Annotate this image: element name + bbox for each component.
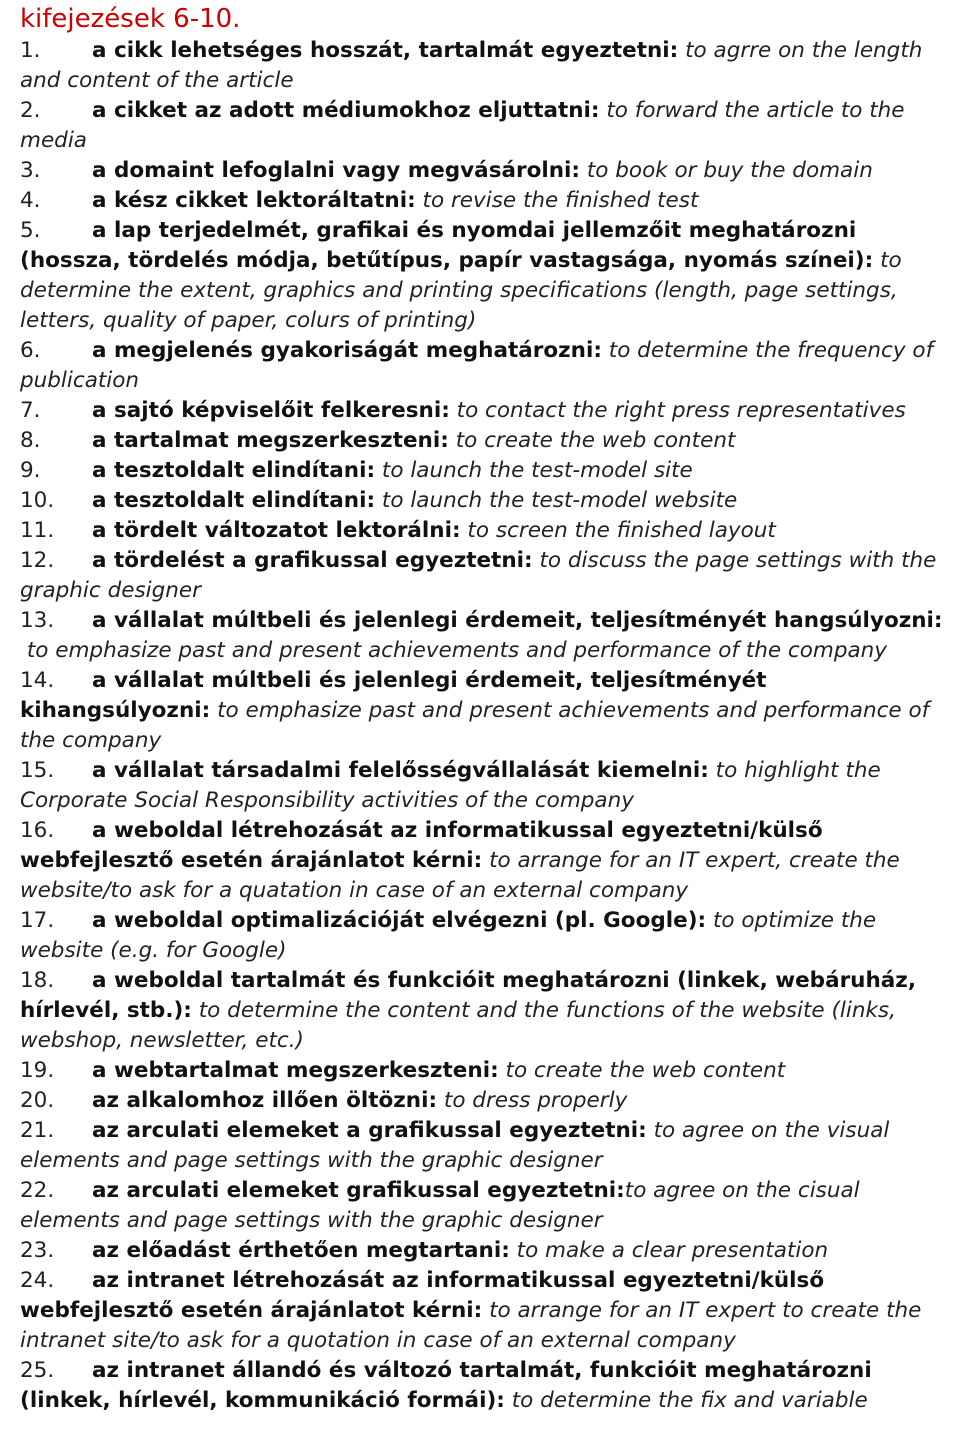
english-translation: to agree on the cisual elements and page settings with the graphic designer — [20, 1178, 860, 1233]
item-number: 6. — [20, 338, 41, 363]
list-item — [0, 666, 960, 756]
english-translation: to forward the article to the media — [20, 98, 905, 153]
item-number: 16. — [20, 818, 55, 843]
english-translation: to determine the content and the functions of the website (links, webshop, newsletter, etc.) — [20, 998, 896, 1053]
hungarian-expression: a weboldal létrehozását az informatikussal egyeztetni/külső webfejlesztő esetén árajánlatot kérni: — [20, 818, 823, 873]
list-item — [0, 606, 960, 666]
list-item — [0, 36, 960, 96]
item-number: 5. — [20, 218, 41, 243]
item-number: 14. — [20, 668, 55, 693]
english-translation: to contact the right press representatives — [456, 398, 906, 423]
english-translation: to screen the finished layout — [467, 518, 776, 543]
english-translation: to determine the fix and variable — [511, 1388, 868, 1413]
hungarian-expression: a vállalat társadalmi felelősségvállalását kiemelni: — [92, 758, 709, 783]
hungarian-expression: az alkalomhoz illően öltözni: — [92, 1088, 438, 1113]
item-number: 19. — [20, 1058, 55, 1083]
english-translation: to dress properly — [443, 1088, 628, 1113]
item-number: 22. — [20, 1178, 55, 1203]
hungarian-expression: a domaint lefoglalni vagy megvásárolni: — [92, 158, 581, 183]
english-translation: to create the web content — [505, 1058, 786, 1083]
english-translation: to arrange for an IT expert to create the intranet site/to ask for a quotation in case of an external company — [20, 1298, 922, 1353]
list-item — [0, 1176, 960, 1236]
english-translation: to discuss the page settings with the graphic designer — [20, 548, 937, 603]
item-number: 15. — [20, 758, 55, 783]
list-item — [0, 96, 960, 156]
expression-list — [0, 36, 960, 1416]
hungarian-expression: a megjelenés gyakoriságát meghatározni: — [92, 338, 602, 363]
hungarian-expression: a sajtó képviselőit felkeresni: — [92, 398, 450, 423]
hungarian-expression: az intranet állandó és változó tartalmát, funkcióit meghatározni (linkek, hírlevél, kommunikáció formái): — [20, 1358, 872, 1413]
item-number: 4. — [20, 188, 41, 213]
list-item — [0, 1236, 960, 1266]
hungarian-expression: a weboldal tartalmát és funkcióit meghatározni (linkek, webáruház, hírlevél, stb.): — [20, 968, 916, 1023]
hungarian-expression: az arculati elemeket grafikussal egyeztetni: — [92, 1178, 625, 1203]
hungarian-expression: a lap terjedelmét, grafikai és nyomdai jellemzőit meghatározni (hossza, tördelés módja, betűtípus, papír vastagsága, nyomás színei): — [20, 218, 874, 273]
english-translation: to make a clear presentation — [516, 1238, 829, 1263]
item-number: 8. — [20, 428, 41, 453]
item-number: 17. — [20, 908, 55, 933]
list-item — [0, 546, 960, 606]
english-translation: to agree on the visual elements and page settings with the graphic designer — [20, 1118, 890, 1173]
english-translation: to determine the extent, graphics and printing specifications (length, page settings, letters, quality of paper, colurs of printing) — [20, 248, 902, 333]
english-translation: to arrange for an IT expert, create the website/to ask for a quatation in case of an external company — [20, 848, 900, 903]
hungarian-expression: a vállalat múltbeli és jelenlegi érdemeit, teljesítményét kihangsúlyozni: — [20, 668, 767, 723]
list-item — [0, 1056, 960, 1086]
item-number: 2. — [20, 98, 41, 123]
item-number: 10. — [20, 488, 55, 513]
hungarian-expression: a cikket az adott médiumokhoz eljuttatni: — [92, 98, 600, 123]
list-item — [0, 396, 960, 426]
hungarian-expression: a tördelt változatot lektorálni: — [92, 518, 461, 543]
english-translation: to emphasize past and present achievements and performance of the company — [20, 698, 930, 753]
list-item — [0, 186, 960, 216]
english-translation: to book or buy the domain — [586, 158, 873, 183]
english-translation: to launch the test-model website — [381, 488, 738, 513]
hungarian-expression: az előadást érthetően megtartani: — [92, 1238, 510, 1263]
item-number: 9. — [20, 458, 41, 483]
list-item — [0, 1086, 960, 1116]
list-item — [0, 456, 960, 486]
hungarian-expression: a vállalat múltbeli és jelenlegi érdemeit, teljesítményét hangsúlyozni: — [92, 608, 943, 633]
hungarian-expression: az arculati elemeket a grafikussal egyeztetni: — [92, 1118, 647, 1143]
english-translation: to highlight the Corporate Social Responsibility activities of the company — [20, 758, 881, 813]
list-item — [0, 156, 960, 186]
item-number: 24. — [20, 1268, 55, 1293]
list-item — [0, 756, 960, 816]
hungarian-expression: a tesztoldalt elindítani: — [92, 488, 376, 513]
list-item — [0, 516, 960, 546]
hungarian-expression: a tartalmat megszerkeszteni: — [92, 428, 449, 453]
english-translation: to agrre on the length and content of the article — [20, 38, 923, 93]
item-number: 11. — [20, 518, 55, 543]
english-translation: to emphasize past and present achievements and performance of the company — [26, 638, 888, 663]
item-number: 3. — [20, 158, 41, 183]
hungarian-expression: a weboldal optimalizációját elvégezni (pl. Google): — [92, 908, 707, 933]
list-item — [0, 336, 960, 396]
hungarian-expression: a tördelést a grafikussal egyeztetni: — [92, 548, 533, 573]
list-item — [0, 1116, 960, 1176]
english-translation: to determine the frequency of publication — [20, 338, 934, 393]
list-item — [0, 426, 960, 456]
list-item — [0, 1266, 960, 1356]
hungarian-expression: a tesztoldalt elindítani: — [92, 458, 376, 483]
hungarian-expression: a cikk lehetséges hosszát, tartalmát egyeztetni: — [92, 38, 679, 63]
english-translation: to launch the test-model site — [381, 458, 693, 483]
item-number: 18. — [20, 968, 55, 993]
item-number: 1. — [20, 38, 41, 63]
list-item — [0, 966, 960, 1056]
english-translation: to optimize the website (e.g. for Google) — [20, 908, 877, 963]
list-item — [0, 1356, 960, 1416]
item-number: 20. — [20, 1088, 55, 1113]
list-item — [0, 216, 960, 336]
item-number: 23. — [20, 1238, 55, 1263]
page-title: kifejezések 6-10. — [20, 4, 241, 34]
item-number: 13. — [20, 608, 55, 633]
hungarian-expression: a webtartalmat megszerkeszteni: — [92, 1058, 499, 1083]
hungarian-expression: az intranet létrehozását az informatikussal egyeztetni/külső webfejlesztő esetén árajánlatot kérni: — [20, 1268, 825, 1323]
item-number: 25. — [20, 1358, 55, 1383]
english-translation: to create the web content — [455, 428, 736, 453]
english-translation: to revise the finished test — [422, 188, 699, 213]
item-number: 12. — [20, 548, 55, 573]
list-item — [0, 816, 960, 906]
hungarian-expression: a kész cikket lektoráltatni: — [92, 188, 416, 213]
list-item — [0, 906, 960, 966]
list-item — [0, 486, 960, 516]
item-number: 21. — [20, 1118, 55, 1143]
item-number: 7. — [20, 398, 41, 423]
